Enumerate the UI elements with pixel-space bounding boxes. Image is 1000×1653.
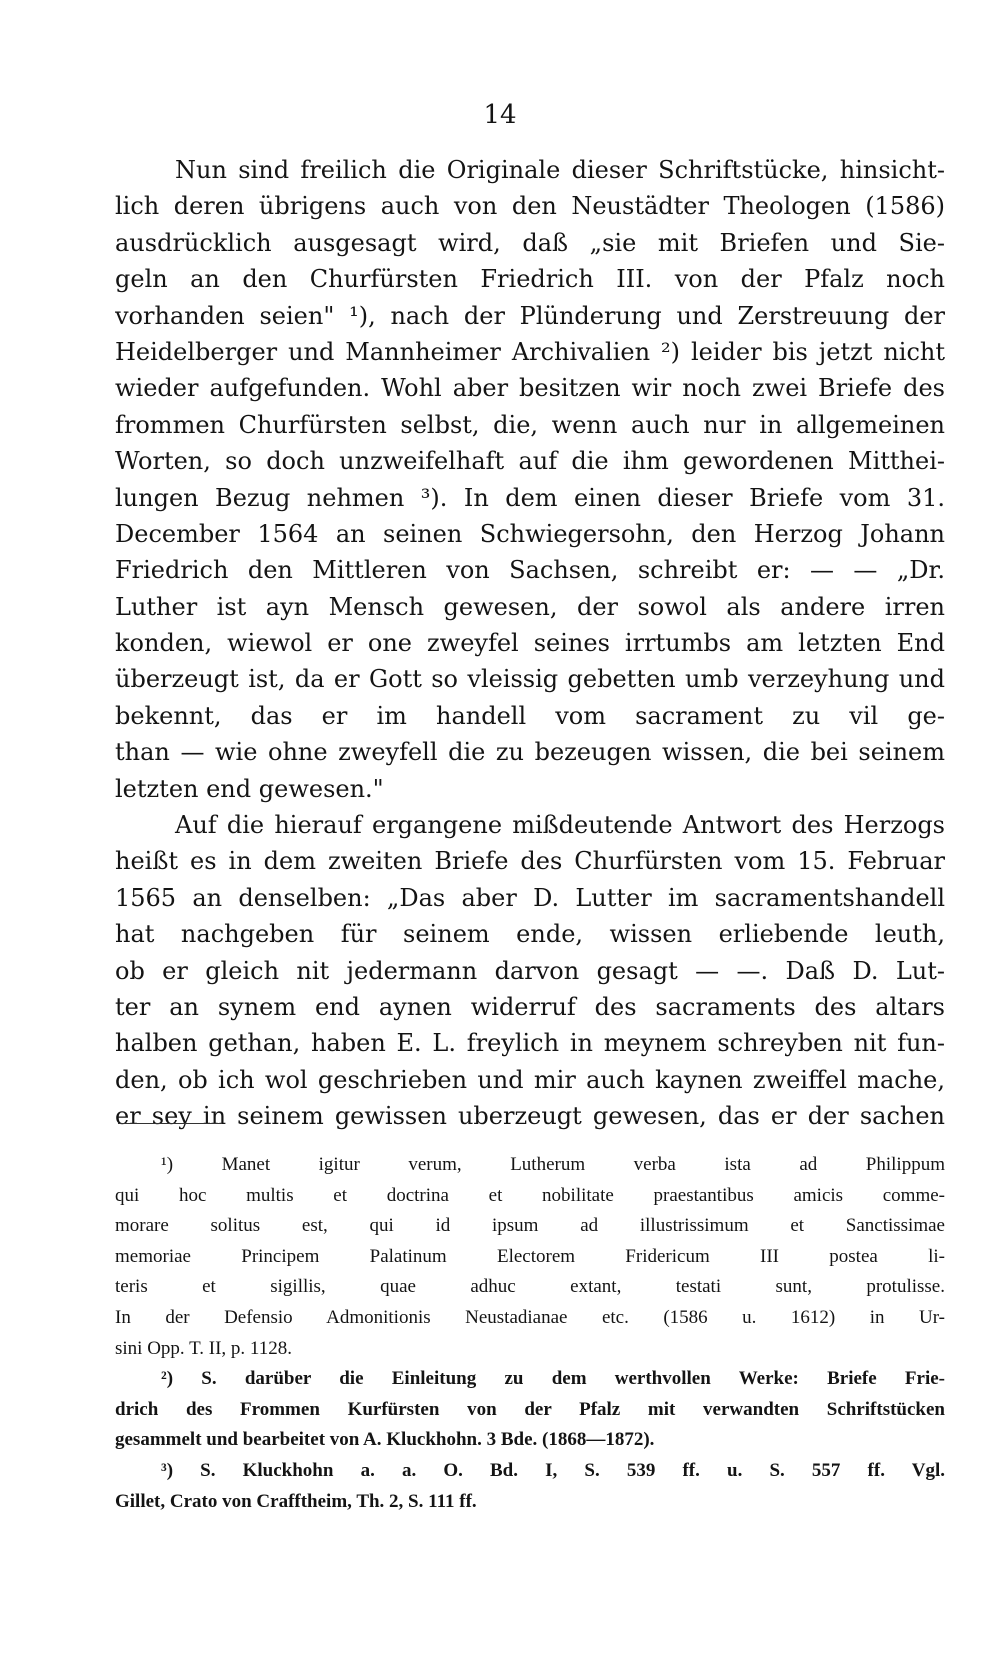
footnote-line: ²) S. darüber die Einleitung zu dem werthvollen Werke: Briefe Frie- [161,1368,945,1390]
body-line: Auf die hierauf ergangene mißdeutende Antwort des Herzogs [175,811,945,840]
body-line: heißt es in dem zweiten Briefe des Churfürsten vom 15. Februar [115,847,945,876]
footnote-line: teris et sigillis, quae adhuc extant, testati sunt, protulisse. [115,1276,945,1298]
footnote-line: drich des Frommen Kurfürsten von der Pfalz mit verwandten Schriftstücken [115,1398,945,1420]
body-line: er sey in seinem gewissen uberzeugt gewesen, das er der sachen [115,1102,945,1131]
body-line: lich deren übrigens auch von den Neustädter Theologen (1586) [115,192,945,221]
body-line: December 1564 an seinen Schwiegersohn, den Herzog Johann [115,519,945,548]
body-line: ter an synem end aynen widerruf des sacraments des altars [115,992,945,1021]
footnote-line: morare solitus est, qui id ipsum ad illustrissimum et Sanctissimae [115,1215,945,1237]
body-line: hat nachgeben für seinem ende, wissen erliebende leuth, [115,920,945,949]
body-line: 1565 an denselben: „Das aber D. Lutter im sacramentshandell [115,883,945,912]
footnote-line: sini Opp. T. II, p. 1128. [115,1337,292,1359]
footnote-line: gesammelt und bearbeitet von A. Kluckhohn. 3 Bde. (1868—1872). [115,1429,655,1451]
footnote-divider [118,1123,222,1124]
footnote-line: memoriae Principem Palatinum Electorem Fridericum III postea li- [115,1245,945,1267]
footnote-line: qui hoc multis et doctrina et nobilitate praestantibus amicis comme- [115,1184,945,1206]
body-line: Worten, so doch unzweifelhaft auf die ihm gewordenen Mitthei- [115,447,945,476]
body-line: bekennt, das er im handell vom sacrament zu vil ge- [115,701,945,730]
body-line: geln an den Churfürsten Friedrich III. von der Pfalz noch [115,265,945,294]
body-line: than — wie ohne zweyfell die zu bezeugen wissen, die bei seinem [115,738,945,767]
body-line: überzeugt ist, da er Gott so vleissig gebetten umb verzeyhung und [115,665,945,694]
footnote-line: In der Defensio Admonitionis Neustadianae etc. (1586 u. 1612) in Ur- [115,1306,945,1328]
body-line: Luther ist ayn Mensch gewesen, der sowol als andere irren [115,592,945,621]
body-line: vorhanden seien" ¹), nach der Plünderung und Zerstreuung der [115,301,945,330]
footnote-line: ³) S. Kluckhohn a. a. O. Bd. I, S. 539 ff. u. S. 557 ff. Vgl. [161,1459,945,1481]
body-line: ob er gleich nit jedermann darvon gesagt — —. Daß D. Lut- [115,956,945,985]
body-line: letzten end gewesen." [115,774,384,803]
footnote-line: Gillet, Crato von Crafftheim, Th. 2, S. 111 ff. [115,1490,477,1512]
body-line: Nun sind freilich die Originale dieser Schriftstücke, hinsicht- [175,156,945,184]
page-number: 14 [483,100,517,130]
body-line: lungen Bezug nehmen ³). In dem einen dieser Briefe vom 31. [115,483,945,512]
body-line: wieder aufgefunden. Wohl aber besitzen wir noch zwei Briefe des [115,374,945,403]
body-line: konden, wiewol er one zweyfel seines irrtumbs am letzten End [115,629,945,658]
body-line: Heidelberger und Mannheimer Archivalien ²) leider bis jetzt nicht [115,337,945,366]
body-text [115,152,945,1135]
footnotes [115,1150,945,1517]
body-line: Friedrich den Mittleren von Sachsen, schreibt er: — — „Dr. [115,556,945,585]
body-line: den, ob ich wol geschrieben und mir auch kaynen zweiffel mache, [115,1065,945,1094]
body-line: ausdrücklich ausgesagt wird, daß „sie mit Briefen und Sie- [115,228,945,257]
body-line: halben gethan, haben E. L. freylich in meynem schreyben nit fun- [115,1029,945,1058]
footnote-line: ¹) Manet igitur verum, Lutherum verba ista ad Philippum [161,1154,945,1175]
body-line: frommen Churfürsten selbst, die, wenn auch nur in allgemeinen [115,410,945,439]
